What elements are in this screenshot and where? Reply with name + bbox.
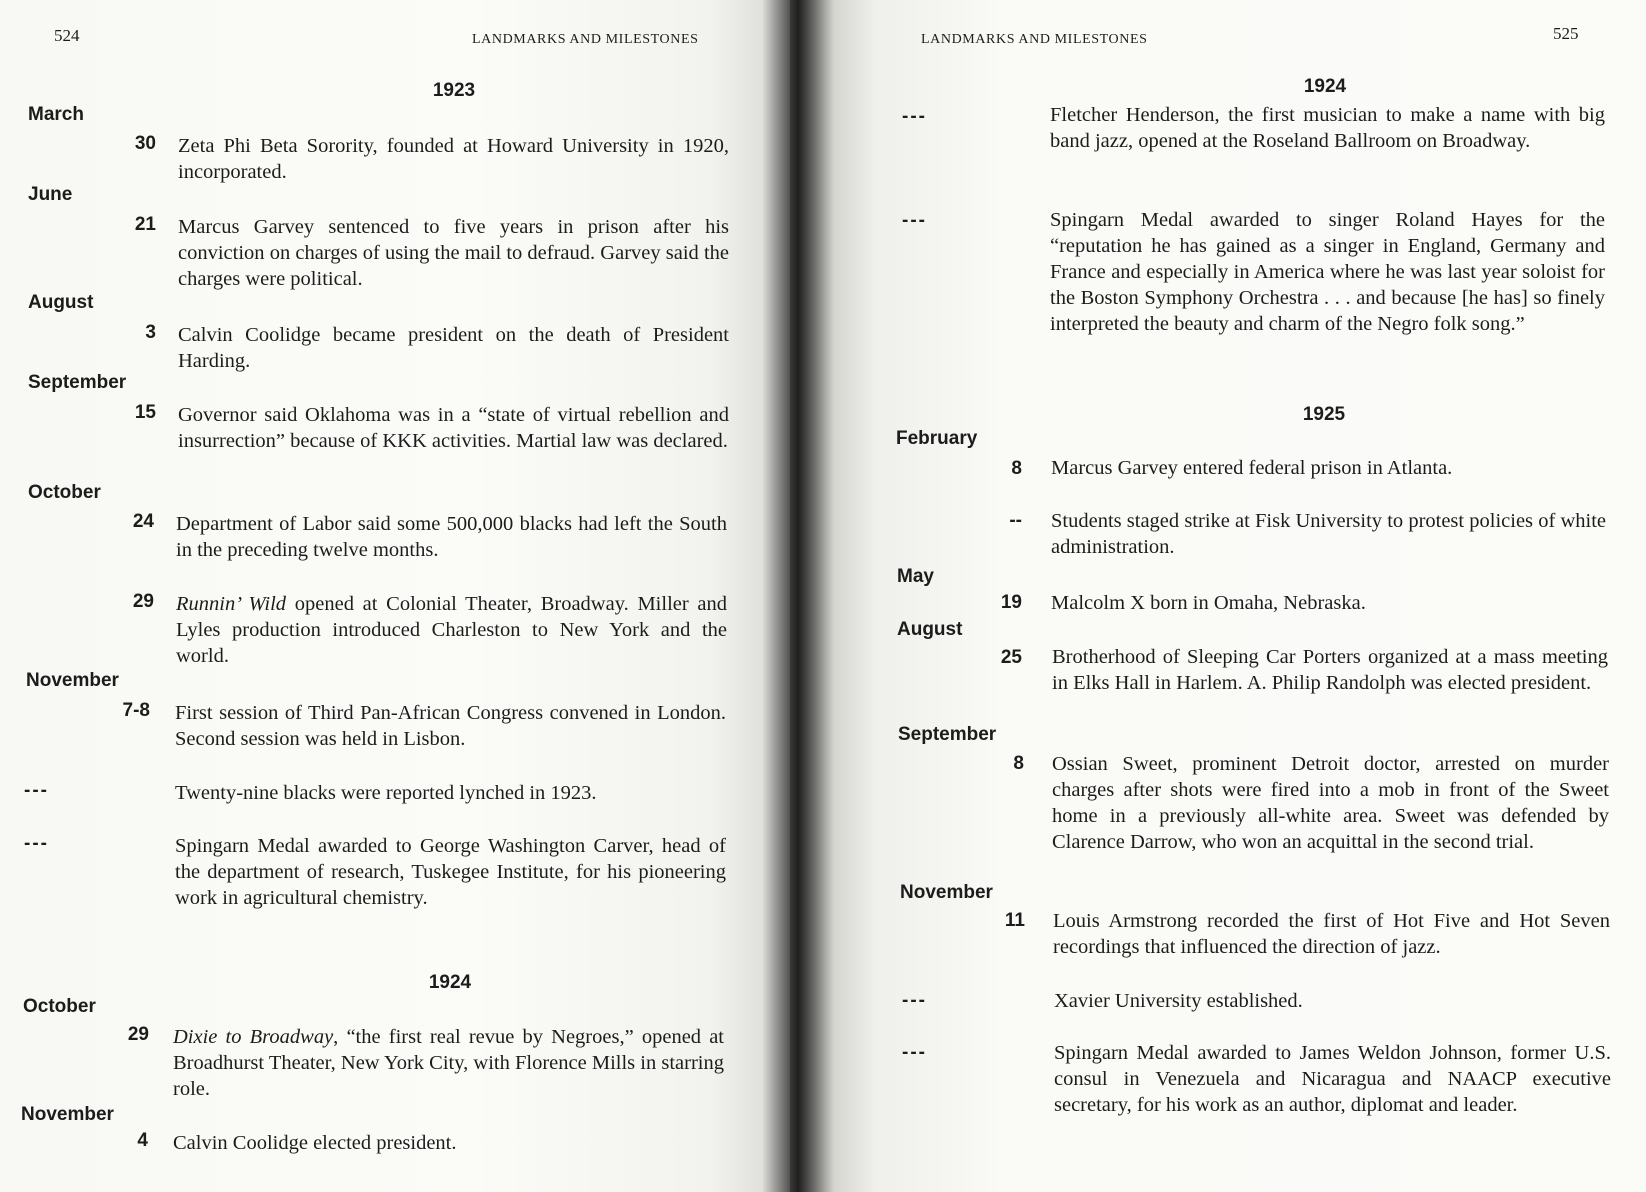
- entry-day: 29: [132, 591, 154, 612]
- entry-text: Xavier University established.: [1054, 990, 1303, 1012]
- entry-day: 8: [1011, 458, 1022, 479]
- year-heading: 1924: [1303, 76, 1347, 97]
- entry-text: Twenty-nine blacks were reported lynched in 1923.: [175, 782, 597, 804]
- running-head: LANDMARKS AND MILESTONES: [472, 32, 699, 47]
- month-heading: August: [28, 292, 94, 313]
- entry-text: Department of Labor said some 500,000 blacks had left the South in the preceding twelve months.: [176, 513, 727, 561]
- entry-text: Malcolm X born in Omaha, Nebraska.: [1051, 592, 1366, 614]
- entry-day: 7-8: [122, 700, 150, 721]
- entry-day: 24: [132, 511, 154, 532]
- entry-text: Zeta Phi Beta Sorority, founded at Howard University in 1920, incorporated.: [178, 135, 729, 183]
- month-heading: September: [898, 724, 997, 745]
- entry-day: --: [1009, 510, 1022, 531]
- show-title: Dixie to Broadway: [173, 1026, 334, 1048]
- running-head: LANDMARKS AND MILESTONES: [921, 32, 1148, 47]
- entry-day: ---: [902, 990, 927, 1011]
- month-heading: May: [897, 566, 934, 587]
- entry-day: 3: [145, 322, 156, 343]
- entry-text: Spingarn Medal awarded to singer Roland Hayes for the “reputation he has gained as a singer in England, Germany and France and especially in America where he was last year soloist for the Boston Symphony Orchestra . . . and because [he has] so finely interpreted the beauty and charm of the Negro folk song.”: [1050, 209, 1605, 335]
- entry-day: 30: [134, 133, 156, 154]
- year-heading: 1925: [1302, 404, 1346, 425]
- entry-text: Calvin Coolidge elected president.: [173, 1132, 457, 1154]
- entry-day: ---: [902, 1042, 927, 1063]
- entry-text: Calvin Coolidge became president on the death of President Harding.: [178, 324, 729, 372]
- entry-day: 8: [1013, 753, 1024, 774]
- entry-day: ---: [902, 106, 927, 127]
- month-heading: September: [28, 372, 127, 393]
- month-heading: March: [28, 104, 84, 125]
- book-spine-shadow: [762, 0, 834, 1192]
- month-heading: October: [23, 996, 96, 1017]
- show-title: Runnin’ Wild: [176, 593, 287, 615]
- entry-day: 15: [134, 402, 156, 423]
- left-page: [0, 0, 790, 1192]
- entry-text: Spingarn Medal awarded to George Washington Carver, head of the department of research, Tuskegee Institute, for his pioneering work in agricultural chemistry.: [175, 835, 726, 909]
- entry-text: Governor said Oklahoma was in a “state of virtual rebellion and insurrection” because of KKK activities. Martial law was declared.: [178, 404, 729, 452]
- entry-text: Marcus Garvey sentenced to five years in prison after his conviction on charges of using the mail to defraud. Garvey said the charges were political.: [178, 216, 729, 290]
- entry-day: 29: [127, 1024, 149, 1045]
- entry-text: Brotherhood of Sleeping Car Porters organized at a mass meeting in Elks Hall in Harlem. A. Philip Randolph was elected president.: [1052, 646, 1608, 694]
- entry-day: 25: [1000, 647, 1022, 668]
- entry-day: 11: [1004, 910, 1025, 931]
- entry-day: 19: [1000, 592, 1022, 613]
- entry-text: Ossian Sweet, prominent Detroit doctor, arrested on murder charges after shots were fired into a mob in front of the Sweet home in a previously all-white area. Sweet was defended by Clarence Darrow, who won an acquittal in the second trial.: [1052, 753, 1609, 853]
- year-heading: 1923: [432, 80, 476, 101]
- entry-text: Spingarn Medal awarded to James Weldon Johnson, former U.S. consul in Venezuela and Nicaragua and NAACP executive secretary, for his work as an author, diplomat and leader.: [1054, 1042, 1611, 1116]
- entry-text: Students staged strike at Fisk University to protest policies of white administration.: [1051, 510, 1606, 558]
- entry-text: Louis Armstrong recorded the first of Hot Five and Hot Seven recordings that influenced the direction of jazz.: [1053, 910, 1610, 958]
- entry-day: ---: [24, 780, 49, 801]
- entry-day: 21: [134, 214, 156, 235]
- entry-day: 4: [137, 1130, 148, 1151]
- entry-day: ---: [902, 210, 927, 231]
- month-heading: November: [21, 1104, 114, 1125]
- month-heading: June: [28, 184, 73, 205]
- page-number: 524: [54, 26, 80, 45]
- month-heading: August: [897, 619, 963, 640]
- year-heading: 1924: [428, 972, 472, 993]
- month-heading: November: [900, 882, 993, 903]
- month-heading: February: [896, 428, 978, 449]
- month-heading: October: [28, 482, 101, 503]
- month-heading: November: [26, 670, 119, 691]
- entry-day: ---: [24, 833, 49, 854]
- right-page: [790, 0, 1646, 1192]
- entry-text: Dixie to Broadway, “the first real revue by Negroes,” opened at Broadhurst Theater, New York City, with Florence Mills in starring role.: [173, 1026, 724, 1100]
- entry-text: First session of Third Pan-African Congress convened in London. Second session was held in Lisbon.: [175, 702, 726, 750]
- page-number: 525: [1553, 24, 1579, 43]
- entry-text: Runnin’ Wild opened at Colonial Theater, Broadway. Miller and Lyles production introduced Charleston to New York and the world.: [176, 593, 727, 667]
- entry-text: Marcus Garvey entered federal prison in Atlanta.: [1051, 457, 1453, 479]
- entry-text: Fletcher Henderson, the first musician to make a name with big band jazz, opened at the Roseland Ballroom on Broadway.: [1050, 104, 1605, 152]
